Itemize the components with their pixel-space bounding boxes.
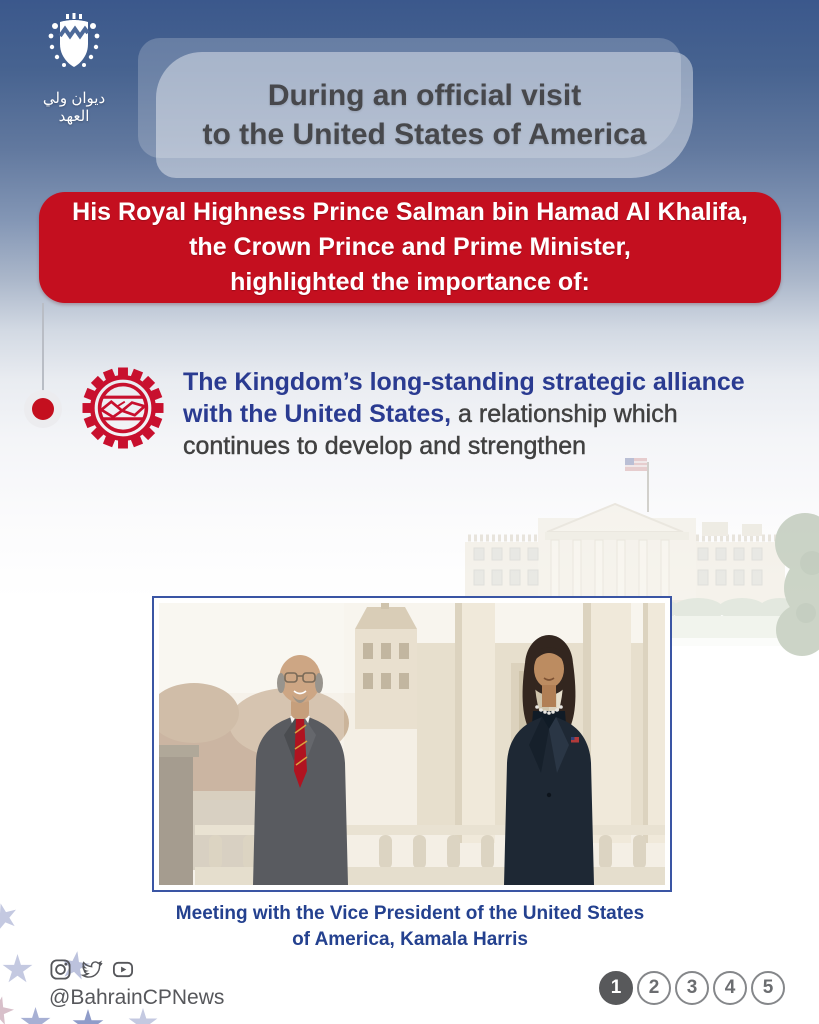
caption-line1: Meeting with the Vice President of the United States — [175, 903, 645, 924]
star-decoration — [20, 1007, 51, 1024]
page-dot-2[interactable]: 2 — [637, 971, 671, 1005]
bahrain-crest-icon — [40, 12, 108, 82]
highlight-dark-line3: continues to develop and strengthen — [183, 432, 587, 460]
star-decoration — [0, 993, 17, 1024]
star-decoration — [72, 1009, 104, 1024]
page-dot-5[interactable]: 5 — [751, 971, 785, 1005]
caption-line2: of America, Kamala Harris — [292, 929, 528, 950]
instagram-icon[interactable] — [49, 958, 72, 981]
banner-line1: His Royal Highness Prince Salman bin Hamad Al Khalifa, — [72, 198, 748, 226]
social-handle: @BahrainCPNews — [49, 986, 225, 1009]
youtube-icon[interactable] — [111, 958, 135, 981]
banner-line2: the Crown Prince and Prime Minister, — [189, 233, 631, 261]
header-panel — [156, 52, 693, 178]
header-title-line1: During an official visit — [267, 79, 582, 112]
banner-line3: highlighted the importance of: — [230, 268, 590, 296]
page-dot-1[interactable]: 1 — [599, 971, 633, 1005]
star-decoration — [2, 954, 33, 985]
photo-caption — [85, 901, 735, 953]
social-icons — [49, 958, 135, 981]
page-dot-3[interactable]: 3 — [675, 971, 709, 1005]
bullet-dot — [32, 398, 54, 420]
page-indicator — [599, 971, 785, 1005]
star-decoration — [0, 900, 21, 934]
statement-banner — [39, 192, 781, 303]
gear-handshake-icon — [78, 360, 168, 456]
connector-line — [42, 303, 44, 391]
page-dot-4[interactable]: 4 — [713, 971, 747, 1005]
meeting-photo — [152, 596, 672, 892]
highlight-blue-line2: with the United States, — [183, 400, 452, 428]
star-decoration — [128, 1008, 158, 1024]
twitter-icon[interactable] — [78, 958, 105, 981]
crown-prince-court-logo — [26, 12, 122, 125]
highlight-blue-line1: The Kingdom’s long-standing strategic alliance — [183, 368, 745, 396]
highlight-dark-line2: a relationship which — [458, 400, 678, 428]
logo-arabic-text: ديوان ولي العهد — [42, 90, 106, 125]
meeting-photo-illustration — [159, 603, 665, 885]
header-title-line2: to the United States of America — [202, 118, 647, 151]
